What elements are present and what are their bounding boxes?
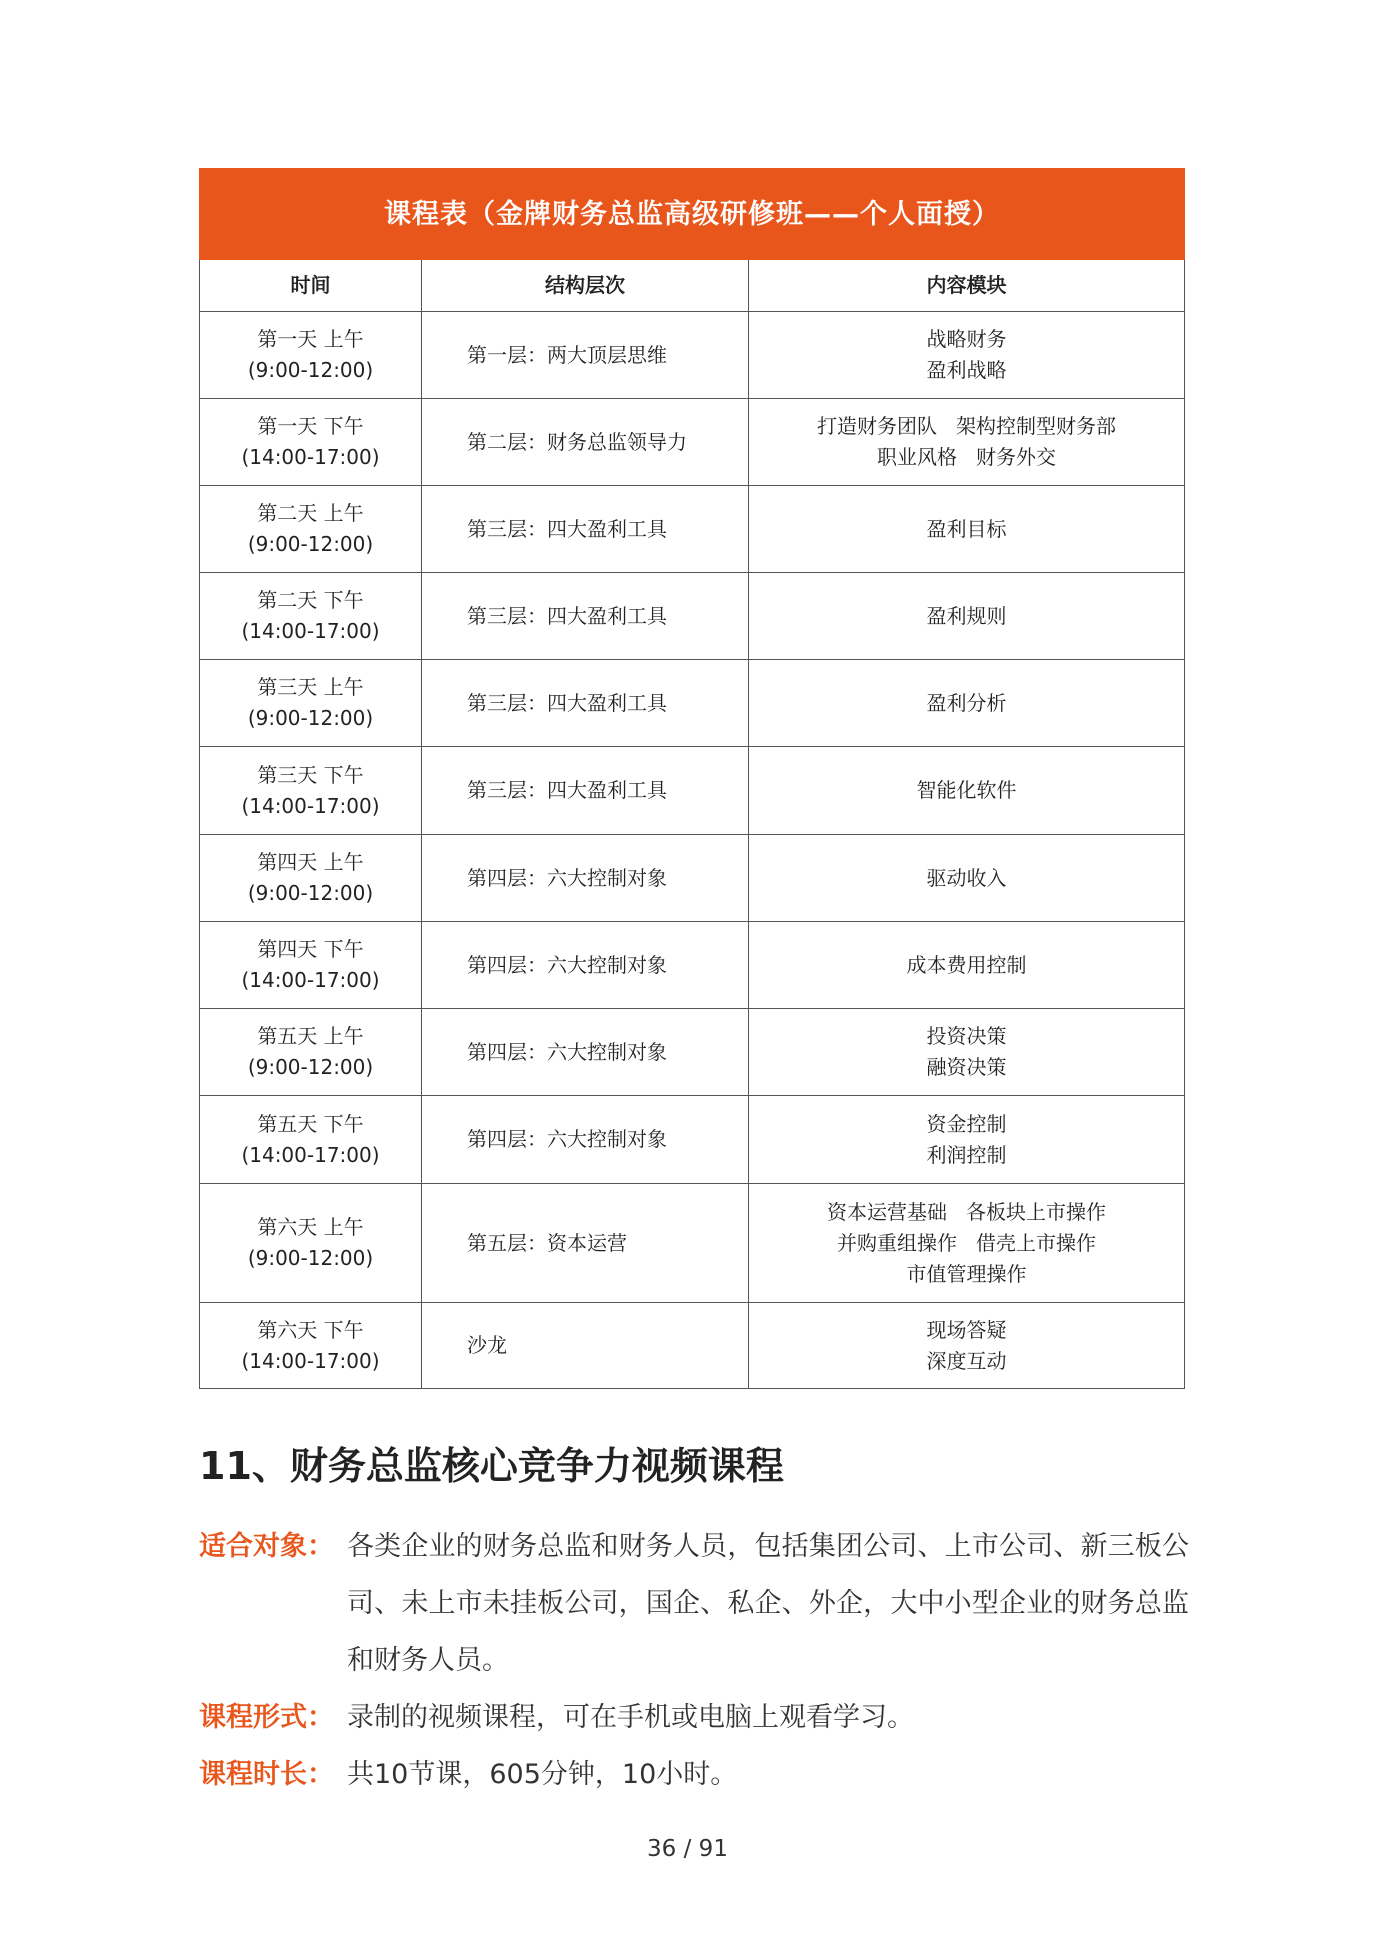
table-row (200, 486, 1185, 573)
table-row (200, 1096, 1185, 1184)
time-cell (200, 573, 422, 660)
content-line: 现场答疑 (926, 1317, 1007, 1342)
header-content: 内容模块 (749, 260, 1185, 312)
content-line: 智能化软件 (916, 778, 1017, 802)
time-day: 第一天 上午 (257, 327, 364, 351)
time-hours: (9:00-12:00) (247, 881, 374, 905)
time-day: 第三天 下午 (257, 762, 364, 787)
content-line: 深度互动 (926, 1348, 1007, 1373)
time-cell (200, 835, 422, 922)
content-cell (749, 660, 1185, 747)
content-line: 盈利规则 (926, 603, 1007, 628)
content-line: 盈利战略 (926, 358, 1007, 382)
table-row (200, 1009, 1185, 1096)
time-day: 第三天 上午 (257, 675, 364, 699)
time-day: 第五天 上午 (257, 1024, 364, 1048)
info-row (199, 1518, 1189, 1689)
content-line: 战略财务 (926, 327, 1007, 351)
structure-cell: 第三层：四大盈利工具 (422, 486, 749, 573)
info-row (199, 1746, 1189, 1803)
structure-cell: 第三层：四大盈利工具 (422, 660, 749, 747)
info-text: 录制的视频课程，可在手机或电脑上观看学习。 (347, 1702, 914, 1733)
time-hours: (14:00-17:00) (241, 1142, 380, 1167)
content-cell (749, 486, 1185, 573)
content-cell (749, 399, 1185, 486)
structure-cell: 第三层：四大盈利工具 (422, 573, 749, 660)
table-row (200, 1303, 1185, 1389)
table-row (200, 660, 1185, 747)
table-row (200, 747, 1185, 835)
info-row (199, 1689, 1189, 1746)
content-cell (749, 835, 1185, 922)
time-cell (200, 1303, 422, 1389)
time-cell (200, 922, 422, 1009)
content-line: 成本费用控制 (906, 952, 1027, 977)
time-cell (200, 1009, 422, 1096)
content-cell (749, 747, 1185, 835)
time-day: 第四天 下午 (257, 937, 364, 961)
table-row (200, 312, 1185, 399)
content-cell (749, 1303, 1185, 1389)
content-line: 融资决策 (926, 1055, 1007, 1079)
content-cell (749, 1184, 1185, 1303)
content-line: 并购重组操作 借壳上市操作 (836, 1230, 1097, 1255)
time-cell (200, 399, 422, 486)
content-line: 市值管理操作 (906, 1261, 1027, 1286)
page-number: 36 / 91 (647, 1836, 728, 1862)
structure-cell: 沙龙 (422, 1303, 749, 1389)
time-day: 第二天 下午 (257, 588, 364, 612)
info-label: 适合对象： (199, 1531, 334, 1562)
header-time: 时间 (200, 260, 422, 312)
table-row (200, 399, 1185, 486)
info-text: 共10节课，605分钟，10小时。 (347, 1759, 738, 1790)
header-structure: 结构层次 (422, 260, 749, 312)
structure-cell: 第四层：六大控制对象 (422, 922, 749, 1009)
time-day: 第五天 下午 (257, 1111, 364, 1136)
time-hours: (14:00-17:00) (241, 968, 380, 992)
info-label: 课程时长： (199, 1759, 334, 1790)
content-cell (749, 573, 1185, 660)
structure-cell: 第二层：财务总监领导力 (422, 399, 749, 486)
structure-cell: 第三层：四大盈利工具 (422, 747, 749, 835)
table-row (200, 1184, 1185, 1303)
content-line: 资金控制 (926, 1111, 1007, 1136)
time-cell (200, 1184, 422, 1303)
info-text: 各类企业的财务总监和财务人员，包括集团公司、上市公司、新三板公司、未上市未挂板公司，国企、私企、外企，大中小型企业的财务总监和财务人员。 (347, 1531, 1189, 1676)
content-cell (749, 1096, 1185, 1184)
content-line: 资本运营基础 各板块上市操作 (826, 1199, 1107, 1224)
structure-cell: 第四层：六大控制对象 (422, 1096, 749, 1184)
time-hours: (14:00-17:00) (241, 1348, 380, 1373)
time-day: 第六天 上午 (257, 1215, 364, 1239)
info-label: 课程形式： (199, 1702, 334, 1733)
time-cell (200, 486, 422, 573)
time-day: 第一天 下午 (257, 414, 364, 438)
time-hours: (14:00-17:00) (241, 619, 380, 643)
content-line: 盈利目标 (926, 516, 1007, 541)
content-cell (749, 312, 1185, 399)
table-row (200, 835, 1185, 922)
content-line: 职业风格 财务外交 (876, 445, 1057, 469)
content-line: 盈利分析 (926, 690, 1007, 715)
structure-cell: 第五层：资本运营 (422, 1184, 749, 1303)
structure-cell: 第四层：六大控制对象 (422, 1009, 749, 1096)
time-hours: (9:00-12:00) (247, 706, 374, 730)
content-line: 投资决策 (926, 1024, 1007, 1048)
time-hours: (14:00-17:00) (241, 445, 380, 469)
structure-cell: 第四层：六大控制对象 (422, 835, 749, 922)
time-hours: (9:00-12:00) (247, 532, 374, 556)
schedule-title: 课程表（金牌财务总监高级研修班——个人面授） (200, 169, 1185, 260)
time-cell (200, 312, 422, 399)
time-day: 第四天 上午 (257, 850, 364, 874)
content-line: 利润控制 (926, 1142, 1007, 1167)
schedule-body (200, 312, 1185, 1389)
table-row (200, 573, 1185, 660)
section-heading: 11、财务总监核心竞争力视频课程 (199, 1444, 784, 1488)
time-cell (200, 747, 422, 835)
time-hours: (9:00-12:00) (247, 1246, 374, 1270)
info-block (199, 1518, 1189, 1803)
table-row (200, 922, 1185, 1009)
time-hours: (9:00-12:00) (247, 358, 374, 382)
structure-cell: 第一层：两大顶层思维 (422, 312, 749, 399)
content-line: 驱动收入 (926, 865, 1007, 890)
time-day: 第六天 下午 (257, 1317, 364, 1342)
content-line: 打造财务团队 架构控制型财务部 (816, 414, 1117, 438)
time-cell (200, 660, 422, 747)
time-hours: (9:00-12:00) (247, 1055, 374, 1079)
time-day: 第二天 上午 (257, 501, 364, 525)
content-cell (749, 1009, 1185, 1096)
time-hours: (14:00-17:00) (241, 793, 380, 818)
time-cell (200, 1096, 422, 1184)
schedule-table (199, 168, 1185, 1389)
content-cell (749, 922, 1185, 1009)
